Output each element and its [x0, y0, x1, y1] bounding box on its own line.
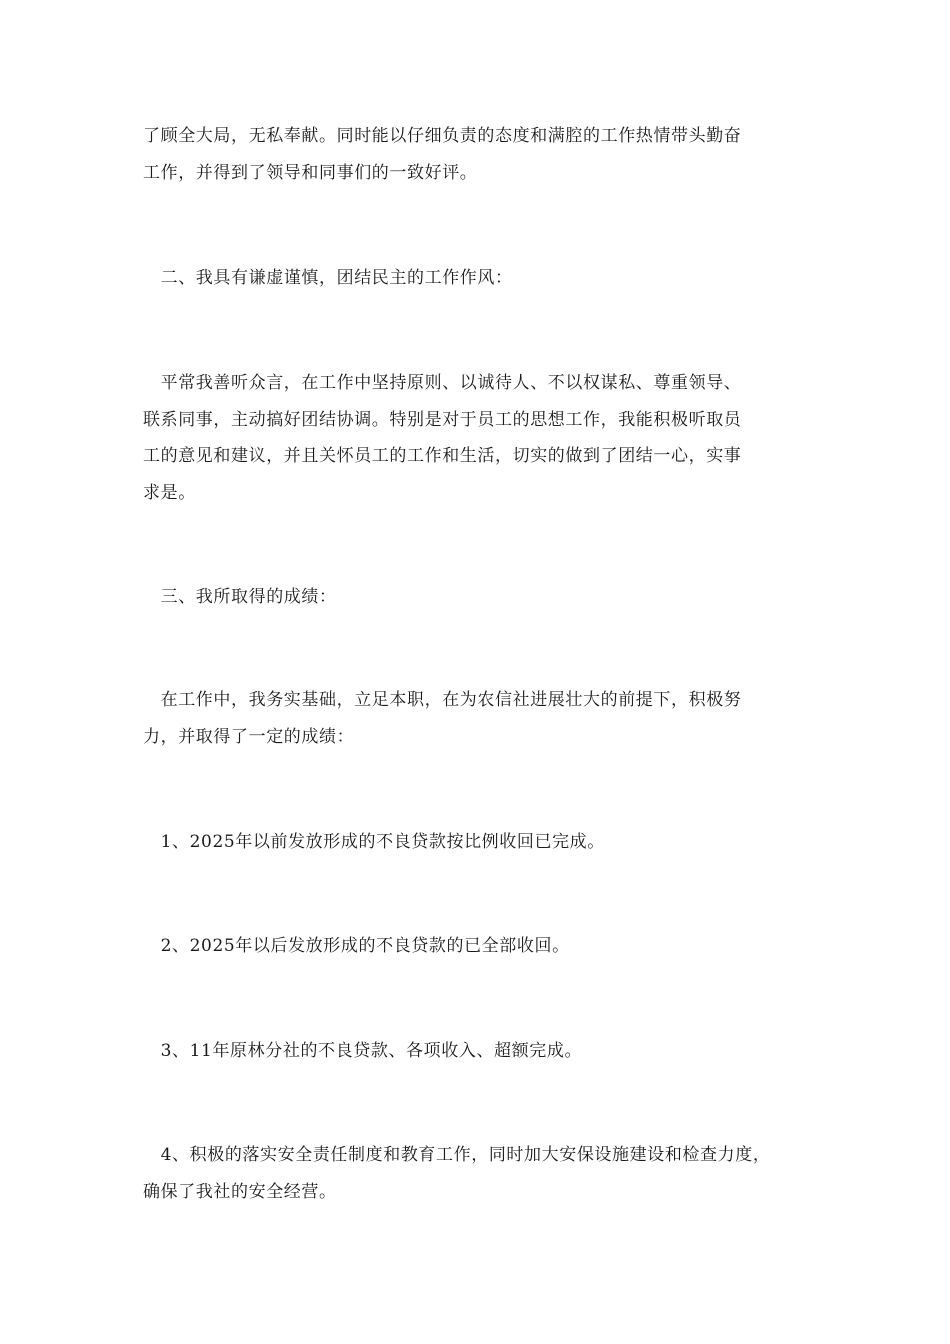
paragraph-line: 求是。: [143, 483, 196, 503]
section-heading: 二、我具有谦虚谨慎，团结民主的工作作风：: [143, 268, 513, 288]
paragraph-line: 平常我善听众言，在工作中坚持原则、以诚待人、不以权谋私、尊重领导、: [143, 373, 742, 393]
paragraph-line: 在工作中，我务实基础，立足本职，在为农信社进展壮大的前提下，积极努: [143, 690, 742, 710]
paragraph-line: 工的意见和建议，并且关怀员工的工作和生活，切实的做到了团结一心，实事: [143, 446, 742, 466]
paragraph-line: 了顾全大局，无私奉献。同时能以仔细负责的态度和满腔的工作热情带头勤奋: [143, 126, 742, 146]
list-item: 1、2025年以前发放形成的不良贷款按比例收回已完成。: [143, 832, 605, 852]
paragraph-line: 联系同事，主动搞好团结协调。特别是对于员工的思想工作，我能积极听取员: [143, 410, 742, 430]
section-heading: 三、我所取得的成绩：: [143, 587, 337, 607]
paragraph-line: 确保了我社的安全经营。: [143, 1182, 337, 1202]
list-item: 2、2025年以后发放形成的不良贷款的已全部收回。: [143, 936, 570, 956]
list-item: 3、11年原林分社的不良贷款、各项收入、超额完成。: [143, 1041, 583, 1061]
list-item: 4、积极的落实安全责任制度和教育工作，同时加大安保设施建设和检查力度，: [143, 1145, 771, 1165]
paragraph-line: 力，并取得了一定的成绩：: [143, 727, 355, 747]
paragraph-line: 工作，并得到了领导和同事们的一致好评。: [143, 163, 478, 183]
